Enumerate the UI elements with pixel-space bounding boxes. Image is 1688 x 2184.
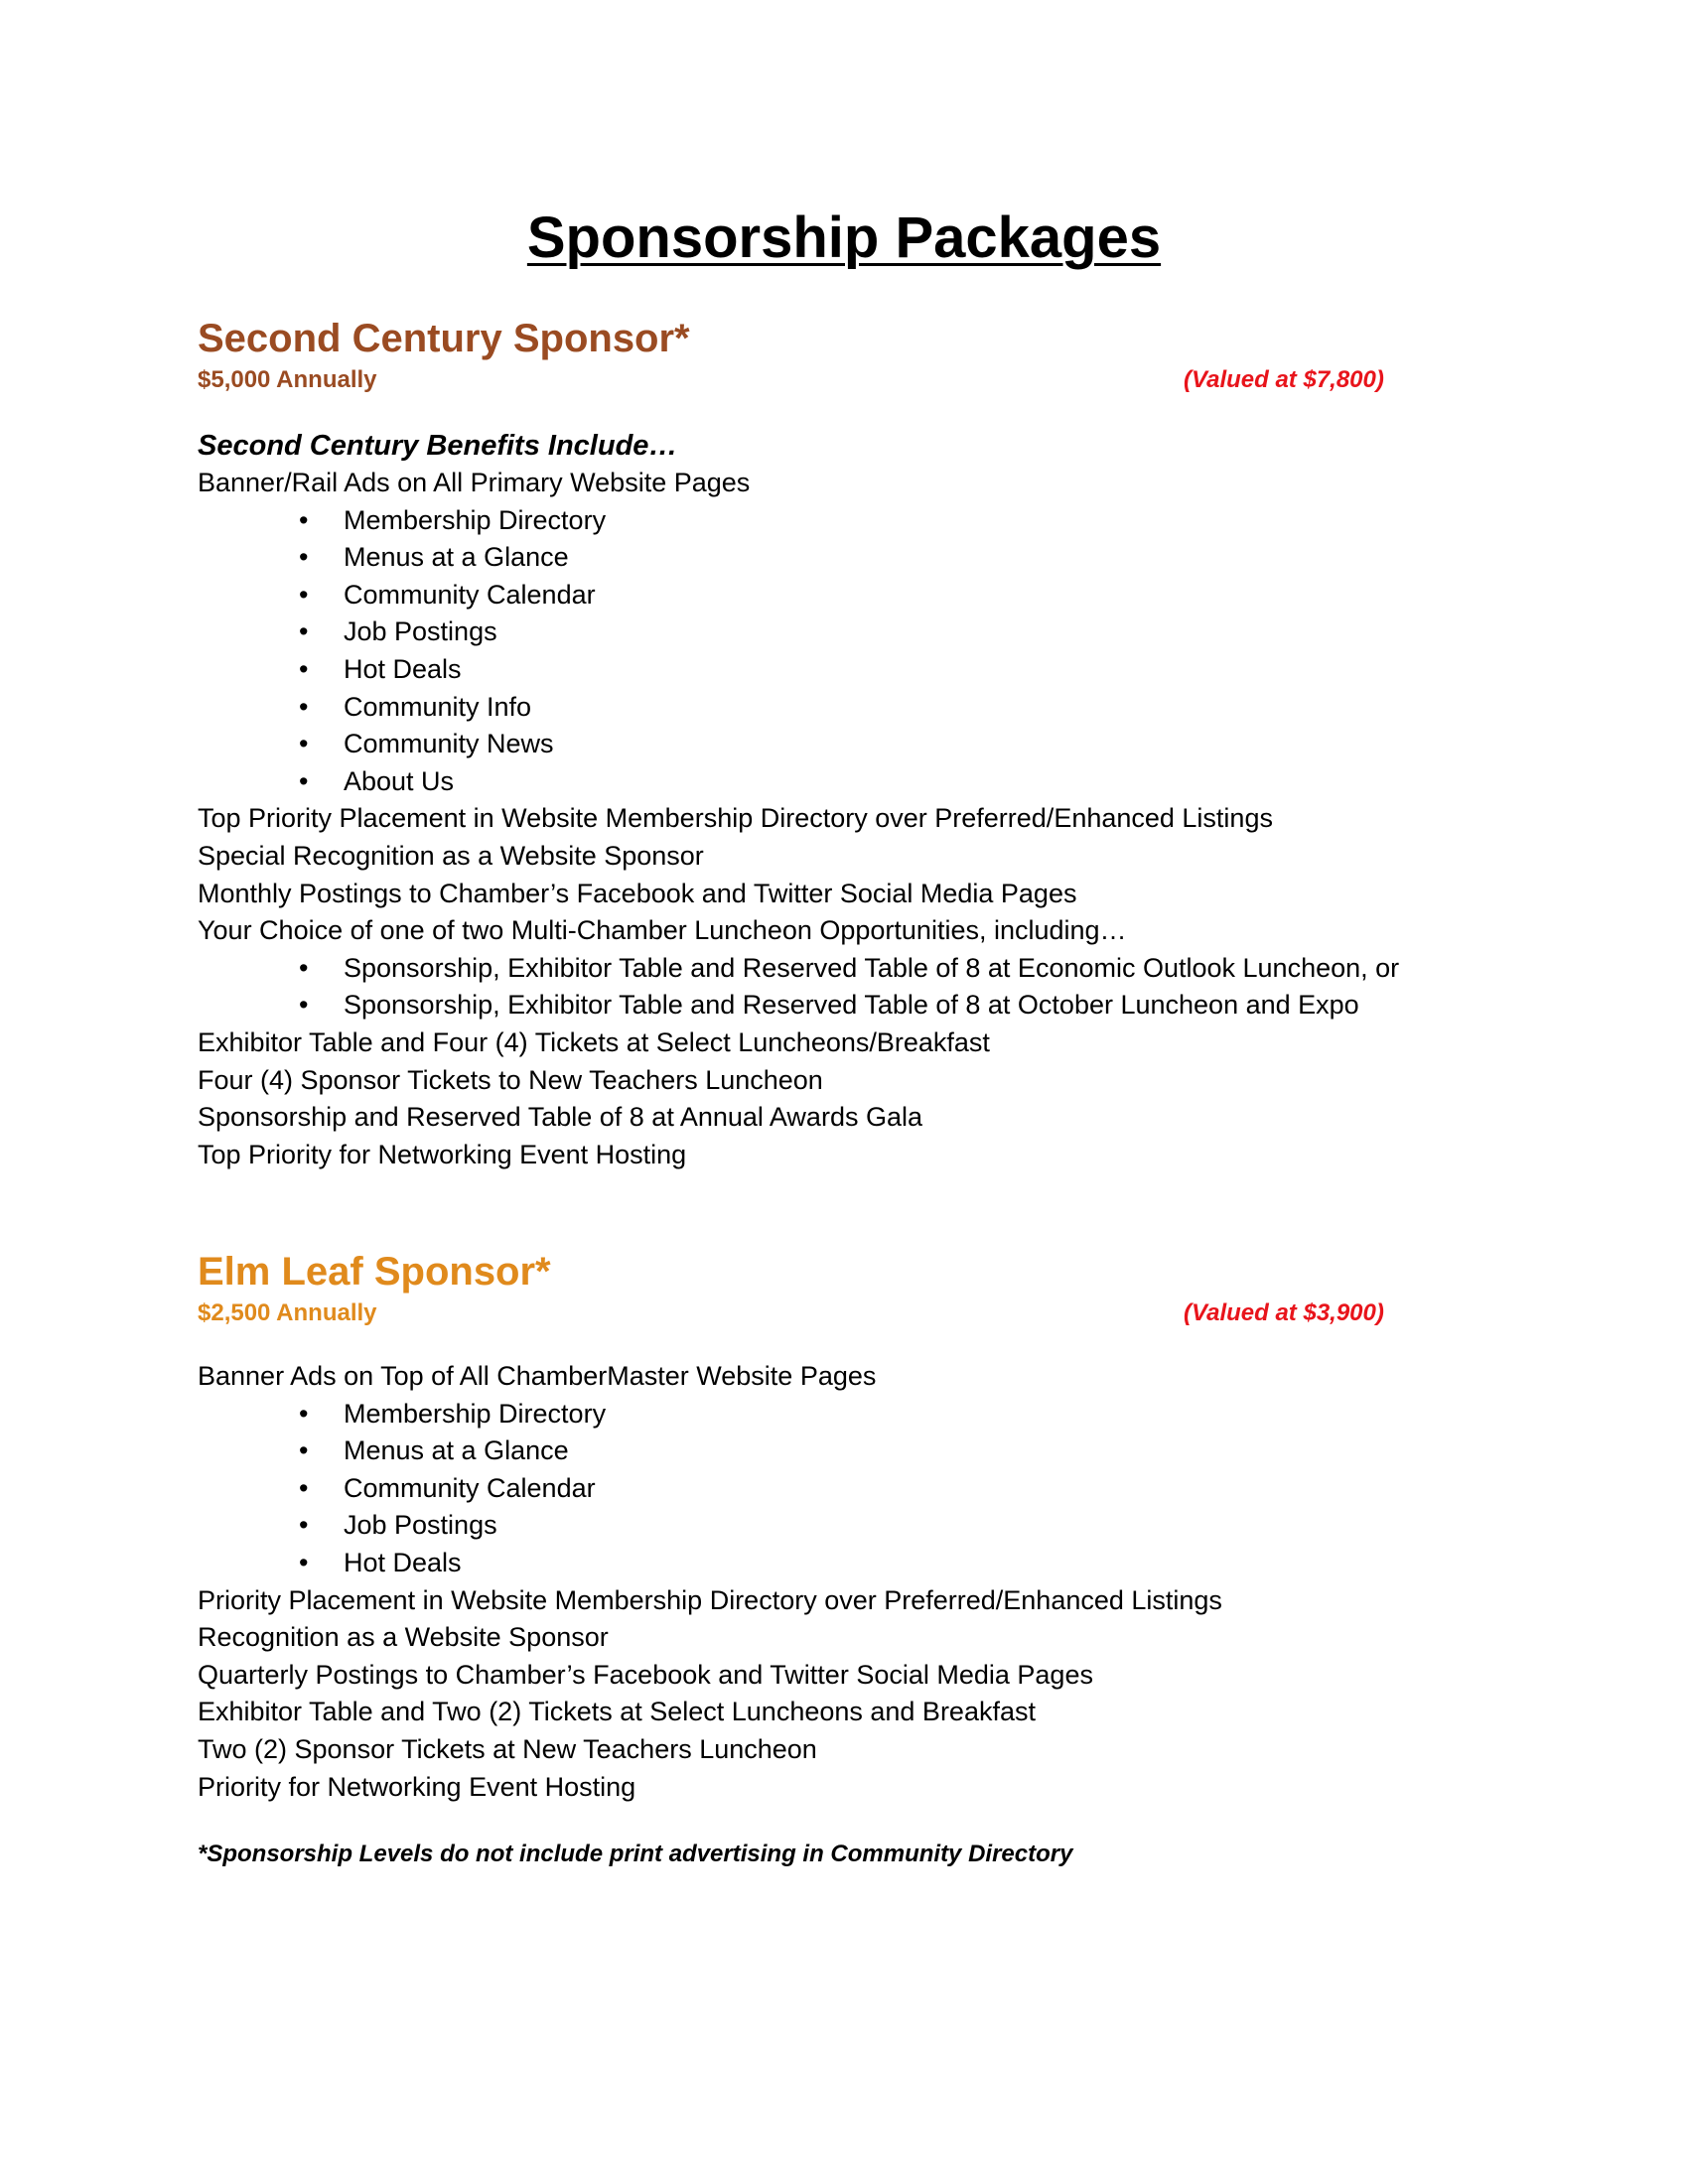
bullet-list-item — [198, 763, 1409, 801]
list-item-text: Exhibitor Table and Four (4) Tickets at Select Luncheons/Breakfast — [198, 1026, 990, 1057]
elm-leaf-section — [198, 1247, 1409, 1806]
bullet-list-item — [198, 950, 1409, 988]
list-item — [198, 1099, 1409, 1137]
bullet-icon: • — [299, 691, 309, 722]
list-item-text: Quarterly Postings to Chamber’s Facebook and Twitter Social Media Pages — [198, 1659, 1093, 1690]
bullet-icon: • — [299, 1472, 309, 1503]
list-item-text: Community News — [344, 729, 554, 759]
second-century-valued: (Valued at $7,800) — [1184, 366, 1384, 393]
list-item-text: Membership Directory — [344, 1398, 607, 1429]
bullet-list-item — [198, 987, 1409, 1024]
list-item-text: Menus at a Glance — [344, 542, 569, 573]
list-item-text: Four (4) Sponsor Tickets to New Teachers Luncheon — [198, 1064, 823, 1095]
list-item — [198, 800, 1409, 838]
second-century-price-row — [198, 363, 1409, 397]
bullet-list-item — [198, 689, 1409, 727]
second-century-title: Second Century Sponsor* — [198, 317, 690, 360]
bullet-list-item — [198, 651, 1409, 689]
list-item-text: Sponsorship and Reserved Table of 8 at Annual Awards Gala — [198, 1102, 922, 1133]
list-item-text: Membership Directory — [344, 504, 607, 535]
list-item-text: Menus at a Glance — [344, 1435, 569, 1466]
list-item-text: Banner/Rail Ads on All Primary Website Pages — [198, 468, 751, 497]
list-item-text: Banner Ads on Top of All ChamberMaster Website Pages — [198, 1361, 877, 1391]
list-item-text: Community Calendar — [344, 579, 596, 610]
list-item — [198, 1582, 1409, 1620]
bullet-icon: • — [299, 765, 309, 796]
list-item — [198, 1731, 1409, 1769]
list-item — [198, 876, 1409, 913]
bullet-list-item — [198, 726, 1409, 763]
list-item-text: Hot Deals — [344, 1547, 462, 1577]
footnote: *Sponsorship Levels do not include print advertising in Community Directory — [198, 1841, 1073, 1867]
bullet-icon: • — [299, 990, 309, 1021]
list-item-text: Your Choice of one of two Multi-Chamber Luncheon Opportunities, including… — [198, 915, 1127, 946]
bullet-icon: • — [299, 504, 309, 535]
list-item-text: Community Info — [344, 691, 532, 722]
second-century-benefits-heading: Second Century Benefits Include… — [198, 430, 678, 462]
second-century-benefits-list — [198, 465, 1409, 1173]
list-item — [198, 1137, 1409, 1174]
list-item-text: Top Priority for Networking Event Hosting — [198, 1139, 687, 1169]
list-item — [198, 1062, 1409, 1100]
list-item — [198, 1024, 1409, 1062]
list-item-text: Priority for Networking Event Hosting — [198, 1771, 636, 1802]
list-item — [198, 1619, 1409, 1657]
bullet-icon: • — [299, 1510, 309, 1541]
bullet-list-item — [198, 1433, 1409, 1470]
list-item-text: Job Postings — [344, 1510, 497, 1541]
list-item-text: Exhibitor Table and Two (2) Tickets at Select Luncheons and Breakfast — [198, 1697, 1036, 1727]
bullet-list-item — [198, 1507, 1409, 1545]
list-item — [198, 1657, 1409, 1695]
bullet-list-item — [198, 577, 1409, 614]
elm-leaf-price-row — [198, 1297, 1409, 1330]
bullet-icon: • — [299, 1435, 309, 1466]
bullet-list-item — [198, 539, 1409, 577]
list-item — [198, 465, 1409, 502]
second-century-price: $5,000 Annually — [198, 366, 377, 393]
page-title-text: Sponsorship Packages — [526, 205, 1162, 270]
second-century-section — [198, 314, 1409, 1173]
bullet-icon: • — [299, 579, 309, 610]
bullet-list-item — [198, 502, 1409, 540]
list-item-text: Sponsorship, Exhibitor Table and Reserved Table of 8 at Economic Outlook Luncheon, or — [344, 952, 1400, 983]
bullet-list-item — [198, 1545, 1409, 1582]
list-item-text: Job Postings — [344, 616, 497, 647]
list-item — [198, 1358, 1409, 1396]
bullet-icon: • — [299, 616, 309, 647]
elm-leaf-valued: (Valued at $3,900) — [1184, 1299, 1384, 1326]
bullet-list-item — [198, 614, 1409, 651]
list-item-text: Hot Deals — [344, 653, 462, 684]
list-item-text: Monthly Postings to Chamber’s Facebook and Twitter Social Media Pages — [198, 878, 1077, 908]
bullet-icon: • — [299, 653, 309, 684]
list-item-text: Top Priority Placement in Website Membership Directory over Preferred/Enhanced Listings — [198, 803, 1273, 834]
elm-leaf-title: Elm Leaf Sponsor* — [198, 1250, 551, 1294]
page-title — [0, 204, 1688, 273]
list-item-text: Two (2) Sponsor Tickets at New Teachers Luncheon — [198, 1733, 817, 1764]
bullet-icon: • — [299, 1398, 309, 1429]
bullet-icon: • — [299, 1547, 309, 1577]
elm-leaf-benefits-list — [198, 1358, 1409, 1806]
bullet-icon: • — [299, 952, 309, 983]
list-item-text: Sponsorship, Exhibitor Table and Reserved Table of 8 at October Luncheon and Expo — [344, 990, 1359, 1021]
bullet-icon: • — [299, 542, 309, 573]
list-item-text: About Us — [344, 765, 455, 796]
list-item — [198, 1694, 1409, 1731]
list-item-text: Special Recognition as a Website Sponsor — [198, 840, 704, 871]
list-item — [198, 838, 1409, 876]
list-item-text: Priority Placement in Website Membership Directory over Preferred/Enhanced Listings — [198, 1584, 1222, 1615]
list-item — [198, 1769, 1409, 1807]
list-item — [198, 912, 1409, 950]
list-item-text: Recognition as a Website Sponsor — [198, 1622, 609, 1653]
bullet-icon: • — [299, 729, 309, 759]
bullet-list-item — [198, 1470, 1409, 1508]
list-item-text: Community Calendar — [344, 1472, 596, 1503]
elm-leaf-price: $2,500 Annually — [198, 1299, 377, 1326]
bullet-list-item — [198, 1396, 1409, 1433]
